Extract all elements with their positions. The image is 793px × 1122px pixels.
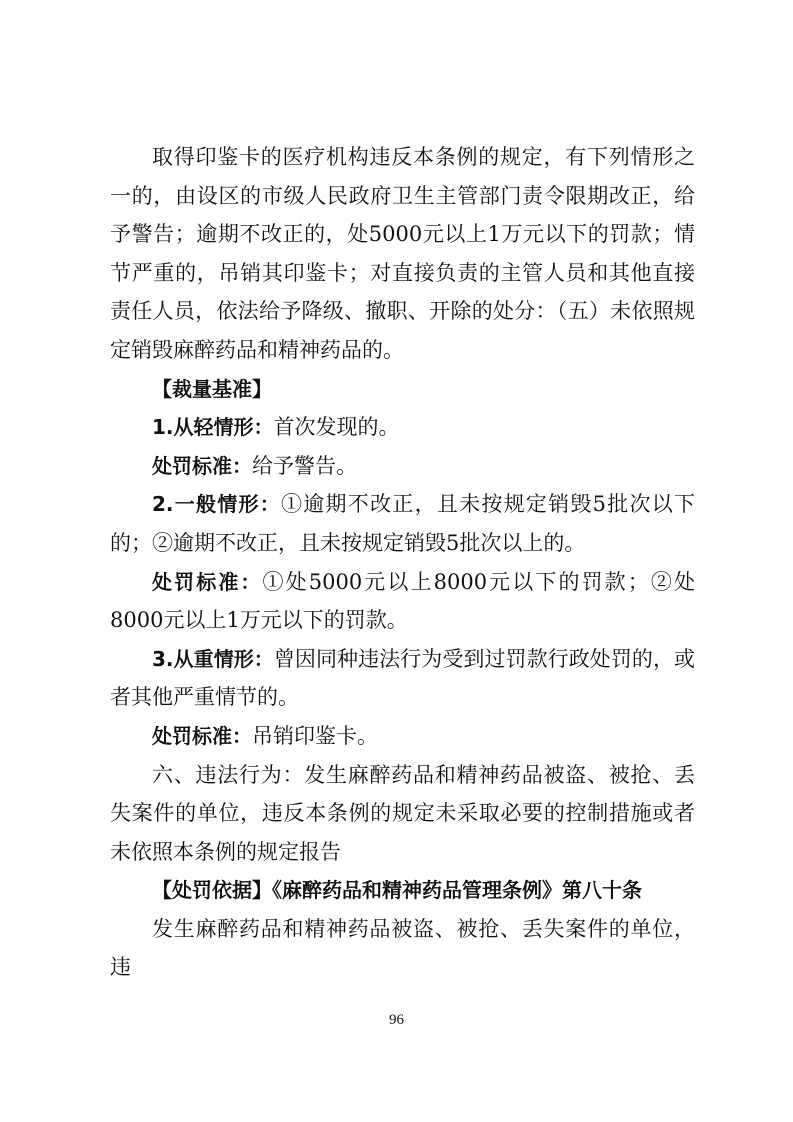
severe-penalty-text: 吊销印鉴卡。 [252, 723, 378, 748]
mild-case-label: 1.从轻情形： [152, 415, 274, 440]
general-penalty-label: 处罚标准： [152, 569, 263, 594]
mild-penalty-text: 给予警告。 [252, 453, 357, 478]
section-heading [110, 370, 695, 409]
general-case-label: 2.一般情形： [152, 492, 282, 517]
mild-penalty-label: 处罚标准： [152, 453, 252, 478]
penalty-basis-label: 【处罚依据】 [152, 878, 272, 903]
general-penalty-text: ①处5000元以上8000元以下的罚款；②处8000元以上1万元以下的罚款。 [110, 569, 695, 633]
penalty-basis-paragraph [110, 871, 695, 910]
mild-case-text: 首次发现的。 [273, 415, 400, 440]
general-case-paragraph [110, 485, 695, 562]
article-text-paragraph: 发生麻醉药品和精神药品被盗、被抢、丢失案件的单位，违 [110, 916, 695, 980]
penalty-basis-text: 《麻醉药品和精神药品管理条例》第八十条 [272, 878, 642, 903]
paragraph-regulation-text: 取得印鉴卡的医疗机构违反本条例的规定，有下列情形之一的，由设区的市级人民政府卫生主管部门责令限期改正，给予警告；逾期不改正的，处5000元以上1万元以下的罚款；情节严重的，吊销其印鉴卡；对直接负责的主管人员和其他直接责任人员，依法给予降级、撤职、开除的处分：（五）未依照规定销毁麻醉药品和精神药品的。 [110, 145, 695, 362]
general-case-text: ①逾期不改正，且未按规定销毁5批次以下的；②逾期不改正，且未按规定销毁5批次以上的。 [110, 492, 695, 555]
mild-penalty-paragraph [110, 447, 695, 486]
severe-case-paragraph [110, 640, 695, 717]
severe-penalty-label: 处罚标准： [152, 723, 252, 748]
page-number: 96 [389, 1012, 404, 1028]
severe-penalty-paragraph [110, 717, 695, 756]
severe-case-label: 3.从重情形： [152, 646, 274, 671]
discretion-standard-heading: 【裁量基准】 [152, 376, 272, 401]
mild-case-paragraph [110, 408, 695, 447]
violation-six-paragraph: 六、违法行为：发生麻醉药品和精神药品被盗、被抢、丢失案件的单位，违反本条例的规定未采取必要的控制措施或者未依照本条例的规定报告 [110, 762, 695, 864]
general-penalty-paragraph [110, 563, 695, 640]
severe-case-text: 曾因同种违法行为受到过罚款行政处罚的，或者其他严重情节的。 [110, 646, 696, 710]
document-body [110, 138, 695, 987]
